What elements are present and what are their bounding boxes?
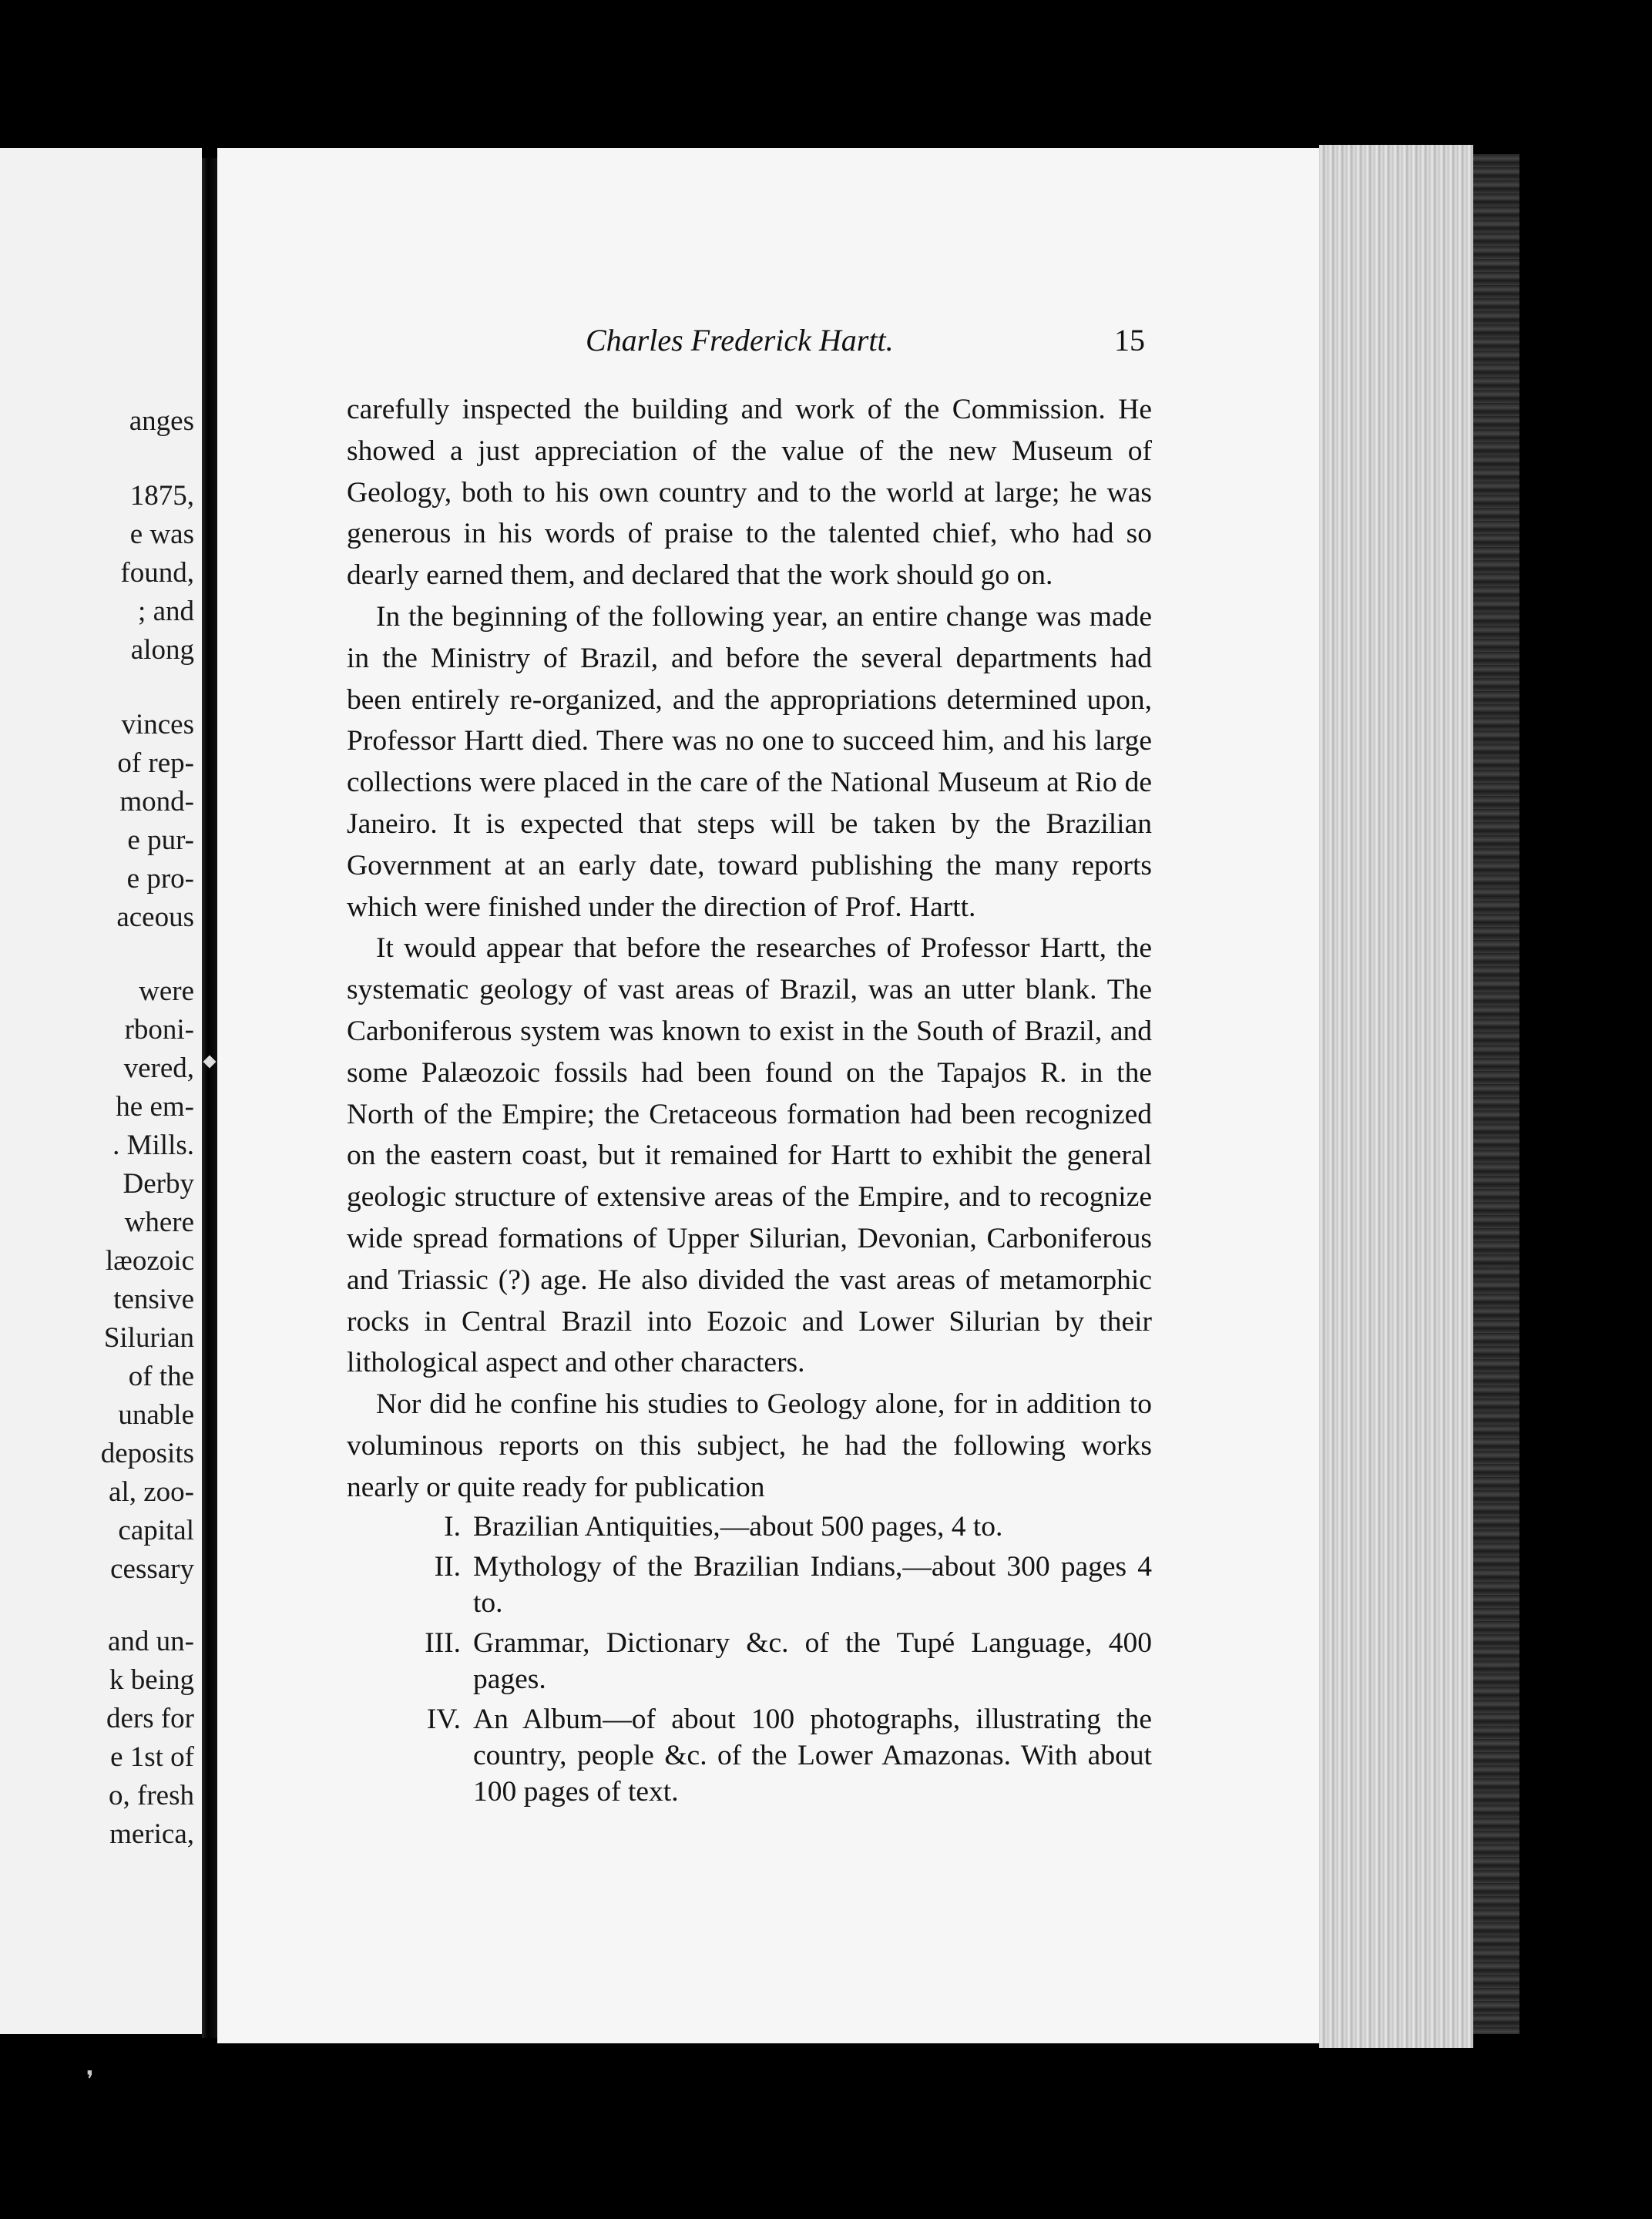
left-page-line-fragment: of rep- xyxy=(117,747,194,779)
list-text: Mythology of the Brazilian Indians,—about 300 pages 4 to. xyxy=(473,1550,1152,1619)
list-text: Brazilian Antiquities,—about 500 pages, 4 to. xyxy=(473,1510,1003,1543)
list-number: I. xyxy=(444,1510,461,1543)
running-head: Charles Frederick Hartt. xyxy=(586,323,894,358)
paragraph: carefully inspected the building and work of the Commission. He showed a just appreciation of the value of the new Museum of Geology, both to his own country and to the world at large; he was generous in his words of praise to the talented chief, who had so dearly earned them, and declared that the work should go on. xyxy=(347,394,1152,592)
left-page-line-fragment: rboni- xyxy=(124,1014,194,1046)
left-page-line-fragment: were xyxy=(139,975,194,1007)
left-page-line-fragment: tensive xyxy=(113,1284,194,1315)
left-page-line-fragment: . Mills. xyxy=(112,1130,194,1161)
list-item xyxy=(347,1625,1152,1697)
left-page-line-fragment: k being xyxy=(109,1664,194,1696)
left-page-line-fragment: found, xyxy=(120,557,194,589)
left-page-line-fragment: anges xyxy=(129,405,194,437)
left-page-line-fragment: cessary xyxy=(110,1553,194,1585)
list-text: Grammar, Dictionary &c. of the Tupé Language, 400 pages. xyxy=(473,1626,1152,1695)
list-number: II. xyxy=(434,1550,461,1583)
left-page-line-fragment: Silurian xyxy=(103,1322,194,1354)
left-page-line-fragment: vered, xyxy=(123,1052,194,1084)
binding-gutter xyxy=(202,158,217,2038)
page-number: 15 xyxy=(1114,323,1145,358)
book-cover-edge xyxy=(1473,154,1519,2034)
page-fore-edge xyxy=(1319,145,1473,2048)
left-page-line-fragment: e pro- xyxy=(126,863,194,895)
left-page-line-fragment: e was xyxy=(129,519,194,550)
works-list xyxy=(347,1509,1152,1810)
left-page-line-fragment: along xyxy=(130,634,194,666)
list-text: An Album—of about 100 photographs, illustrating the country, people &c. of the Lower Amazonas. With about 100 pages of text. xyxy=(473,1703,1152,1808)
left-page-line-fragment: al, zoo- xyxy=(109,1476,194,1508)
left-page-line-fragment: e pur- xyxy=(127,824,194,856)
left-page-line-fragment: deposits xyxy=(100,1438,194,1469)
left-page-line-fragment: læozoic xyxy=(105,1245,194,1277)
left-page-line-fragment: capital xyxy=(118,1515,194,1546)
left-page-line-fragment: where xyxy=(124,1207,194,1238)
left-page-line-fragment: 1875, xyxy=(129,480,194,512)
left-page-line-fragment: Derby xyxy=(123,1168,194,1200)
left-page-line-fragment: and un- xyxy=(108,1626,194,1657)
body-text xyxy=(347,389,1152,1814)
left-page-line-fragment: e 1st of xyxy=(110,1741,194,1773)
left-page-line-fragment: of the xyxy=(128,1361,194,1392)
left-facing-page xyxy=(0,148,202,2034)
left-page-line-fragment: aceous xyxy=(116,901,194,933)
list-number: IV. xyxy=(426,1703,461,1735)
paragraph: It would appear that before the researches of Professor Hartt, the systematic geology of vast areas of Brazil, was an utter blank. The Carboniferous system was known to exist in the South of Brazil, and some Palæozoic fossils had been found on the Tapajos R. in the North of the Empire; the Cretaceous formation had been recognized on the eastern coast, but it remained for Hartt to exhibit the general geologic structure of extensive areas of the Empire, and to recognize wide spread formations of Upper Silurian, Devonian, Carboniferous and Triassic (?) age. He also divided the vast areas of metamorphic rocks in Central Brazil into Eozoic and Lower Silurian by their lithological aspect and other characters. xyxy=(347,932,1152,1379)
paragraph: Nor did he confine his studies to Geology alone, for in addition to voluminous reports on this subject, he had the following works nearly or quite ready for publication xyxy=(347,1388,1152,1503)
list-item xyxy=(347,1549,1152,1621)
list-number: III. xyxy=(425,1626,461,1659)
left-page-line-fragment: vinces xyxy=(121,709,194,740)
left-page-line-fragment: o, fresh xyxy=(109,1780,194,1811)
list-item xyxy=(347,1509,1152,1545)
left-page-line-fragment: mond- xyxy=(119,786,194,817)
paragraph: In the beginning of the following year, an entire change was made in the Ministry of Brazil, and before the several departments had been entirely re-organized, and the appropriations determined upon, Professor Hartt died. There was no one to succeed him, and his large collections were placed in the care of the National Museum at Rio de Janeiro. It is expected that steps will be taken by the Brazilian Government at an early date, toward publishing the many reports which were finished under the direction of Prof. Hartt. xyxy=(347,600,1152,923)
left-page-line-fragment: ; and xyxy=(138,596,194,627)
left-page-line-fragment: he em- xyxy=(116,1091,194,1123)
left-page-line-fragment: ders for xyxy=(106,1703,194,1734)
scan-artifact-mark: ❜ xyxy=(86,2066,94,2093)
left-page-line-fragment: unable xyxy=(118,1399,194,1431)
left-page-line-fragment: merica, xyxy=(109,1818,194,1850)
list-item xyxy=(347,1701,1152,1810)
